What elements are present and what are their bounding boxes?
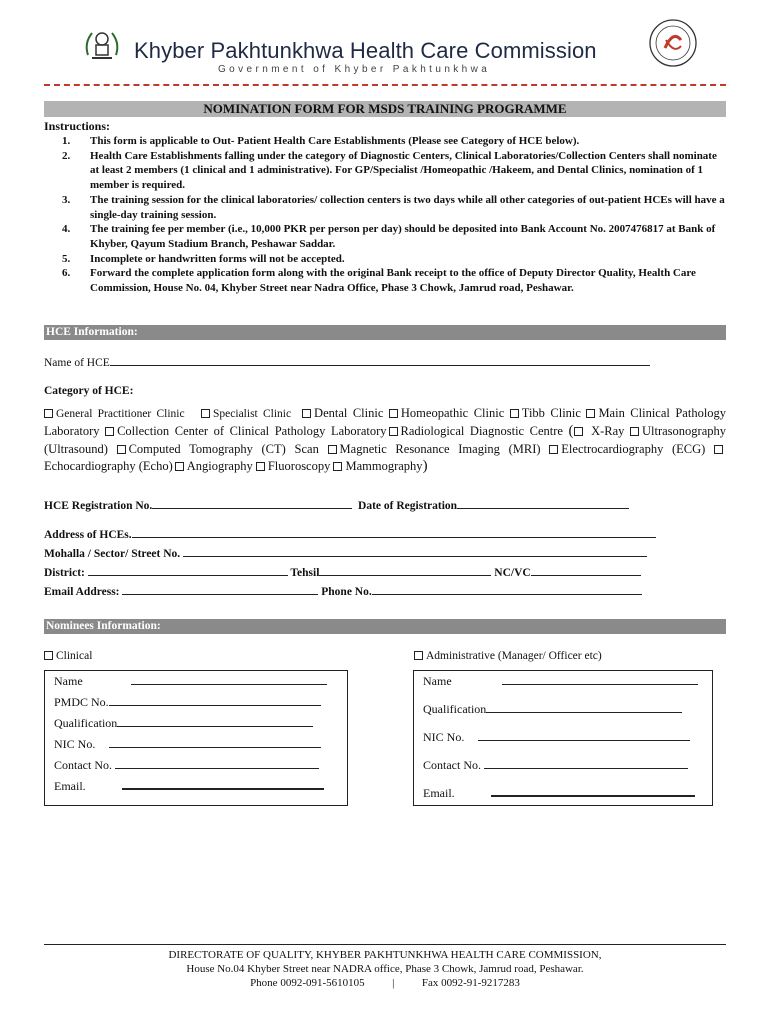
instruction-item bbox=[62, 222, 726, 251]
fluoroscopy-checkbox[interactable] bbox=[256, 462, 265, 471]
clinical-email-label: Email. bbox=[54, 779, 86, 793]
instruction-item bbox=[62, 252, 726, 267]
angiography-checkbox[interactable] bbox=[175, 462, 184, 471]
admin-contact-row bbox=[423, 758, 688, 773]
instruction-number: 4. bbox=[62, 223, 71, 236]
ct-checkbox[interactable] bbox=[117, 445, 126, 454]
dental-label: Dental Clinic bbox=[314, 406, 384, 420]
admin-name-field[interactable] bbox=[502, 674, 698, 685]
echo-checkbox[interactable] bbox=[714, 445, 723, 454]
instruction-text: This form is applicable to Out- Patient Health Care Establishments (Please see Category of HCE below). bbox=[90, 135, 580, 147]
clinical-pmdc-field[interactable] bbox=[109, 695, 321, 706]
radiological-checkbox[interactable] bbox=[389, 427, 398, 436]
clinical-name-label: Name bbox=[54, 674, 83, 688]
admin-email-field[interactable] bbox=[491, 786, 695, 797]
collection-center-checkbox[interactable] bbox=[105, 427, 114, 436]
instruction-text: Incomplete or handwritten forms will not be accepted. bbox=[90, 252, 345, 265]
instruction-item bbox=[62, 193, 726, 222]
commission-title: Khyber Pakhtunkhwa Health Care Commission bbox=[134, 38, 597, 63]
tehsil-field[interactable] bbox=[319, 565, 491, 576]
mammography-checkbox[interactable] bbox=[333, 462, 342, 471]
admin-email-row bbox=[423, 786, 695, 801]
admin-email-label: Email. bbox=[423, 786, 455, 800]
clinical-option[interactable] bbox=[44, 650, 92, 662]
instructions-heading: Instructions: bbox=[44, 119, 111, 133]
district-row bbox=[44, 565, 641, 579]
homeopathic-checkbox[interactable] bbox=[389, 409, 398, 418]
footer-fax: Fax 0092-91-9217283 bbox=[421, 977, 520, 989]
clinical-nic-row bbox=[54, 737, 321, 752]
clinical-pmdc-label: PMDC No. bbox=[54, 695, 109, 709]
clinical-qualification-label: Qualification bbox=[54, 716, 118, 730]
echo-label: Echocardiography (Echo) bbox=[44, 458, 173, 473]
clinical-checkbox[interactable] bbox=[44, 651, 53, 660]
clinical-label: Clinical bbox=[56, 650, 93, 662]
administrative-nominee-box bbox=[413, 670, 713, 806]
collection-center-label: Collection Center of Clinical Pathology Laboratory bbox=[117, 424, 387, 439]
instruction-item bbox=[62, 266, 726, 295]
gp-checkbox[interactable] bbox=[44, 409, 53, 418]
district-field[interactable] bbox=[88, 565, 288, 576]
instruction-number: 2. bbox=[62, 149, 71, 162]
tehsil-label: Tehsil bbox=[290, 567, 320, 579]
instruction-number: 6. bbox=[62, 267, 71, 280]
clinical-name-field[interactable] bbox=[131, 674, 327, 685]
administrative-option[interactable] bbox=[414, 650, 602, 662]
administrative-checkbox[interactable] bbox=[414, 651, 423, 660]
instructions-list bbox=[62, 134, 726, 296]
mri-checkbox[interactable] bbox=[328, 445, 337, 454]
registration-row bbox=[44, 498, 629, 512]
admin-nic-label: NIC No. bbox=[423, 730, 465, 744]
category-options: General Practitioner Clinic Specialist Clinic Dental Clinic Homeopathic Clinic Tibb Clinic Main Clinical Pathology Laboratory Collection Center of Clinical Pathology Laboratory Radiological Diagnostic Centre ( X-Ray Ultrasonography (Ultrasound) Computed Tomography (CT) Scan Magnetic Resonance Imaging (MRI) Electrocardiography (ECG) Echocardiography (Echo) Angiography Fluoroscopy Mammography) bbox=[44, 406, 727, 474]
admin-qualification-row bbox=[423, 702, 682, 717]
clinical-nominee-box bbox=[44, 670, 348, 806]
registration-date-label: Date of Registration bbox=[358, 500, 458, 512]
mohalla-label: Mohalla / Sector/ Street No. bbox=[44, 548, 181, 560]
contact-row bbox=[44, 584, 642, 598]
phone-field[interactable] bbox=[372, 584, 642, 595]
hce-section-header: HCE Information: bbox=[44, 325, 726, 340]
footer-divider bbox=[44, 944, 726, 945]
ultrasound-label: Ultrasonography (Ultrasound) bbox=[44, 424, 726, 456]
clinical-contact-label: Contact No. bbox=[54, 758, 112, 772]
tibb-checkbox[interactable] bbox=[510, 409, 519, 418]
ultrasound-checkbox[interactable] bbox=[630, 427, 639, 436]
specialist-label: Specialist Clinic bbox=[213, 408, 292, 420]
kp-government-emblem-icon bbox=[82, 25, 122, 63]
ncvc-label: NC/VC bbox=[494, 567, 531, 579]
admin-nic-field[interactable] bbox=[478, 730, 690, 741]
footer-contact bbox=[44, 976, 726, 990]
admin-contact-label: Contact No. bbox=[423, 758, 481, 772]
footer-phone: Phone 0092-091-5610105 bbox=[250, 977, 365, 989]
hce-name-field[interactable] bbox=[110, 355, 650, 366]
clinical-nic-label: NIC No. bbox=[54, 737, 96, 751]
registration-no-label: HCE Registration No. bbox=[44, 500, 153, 512]
footer-address: House No.04 Khyber Street near NADRA office, Phase 3 Chowk, Jamrud road, Peshawar. bbox=[186, 963, 584, 975]
ncvc-field[interactable] bbox=[531, 565, 641, 576]
mohalla-row bbox=[44, 546, 647, 560]
instruction-item bbox=[62, 134, 726, 149]
clinical-email-field[interactable] bbox=[122, 779, 324, 790]
commission-seal-icon bbox=[648, 18, 698, 68]
specialist-checkbox[interactable] bbox=[201, 409, 210, 418]
admin-qualification-label: Qualification bbox=[423, 702, 487, 716]
clinical-qualification-field[interactable] bbox=[117, 716, 313, 727]
administrative-label: Administrative (Manager/ Officer etc) bbox=[426, 650, 602, 662]
address-label: Address of HCEs. bbox=[44, 529, 132, 541]
mohalla-field[interactable] bbox=[183, 546, 647, 557]
footer bbox=[44, 948, 726, 990]
hce-name-label: Name of HCE bbox=[44, 357, 110, 369]
hce-name-row bbox=[44, 355, 650, 369]
clinical-contact-field[interactable] bbox=[115, 758, 319, 769]
admin-name-row bbox=[423, 674, 698, 689]
district-label: District: bbox=[44, 567, 85, 579]
admin-qualification-field[interactable] bbox=[486, 702, 682, 713]
mammography-label: Mammography bbox=[345, 458, 423, 473]
ct-label: Computed Tomography (CT) Scan bbox=[128, 441, 319, 456]
instruction-text: Forward the complete application form along with the original Bank receipt to the office of Deputy Director Quality, Health Care Commission, House No. 04, Khyber Street near Nadra Office, Phase 3 Chowk, Jamrud road, Peshawar. bbox=[90, 267, 696, 295]
letterhead bbox=[0, 0, 770, 95]
homeopathic-label: Homeopathic Clinic bbox=[400, 406, 505, 420]
main-lab-checkbox[interactable] bbox=[586, 409, 595, 418]
main-lab-label: Main Clinical Pathology Laboratory bbox=[44, 406, 727, 439]
clinical-name-row bbox=[54, 674, 327, 689]
email-field[interactable] bbox=[122, 584, 318, 595]
fluoroscopy-label: Fluoroscopy bbox=[267, 458, 331, 473]
ecg-checkbox[interactable] bbox=[549, 445, 558, 454]
xray-checkbox[interactable] bbox=[574, 427, 583, 436]
category-label: Category of HCE: bbox=[44, 385, 134, 397]
instruction-text: The training fee per member (i.e., 10,000 PKR per person per day) should be deposited into Bank Account No. 2007476817 at Bank of Khyber, Qayum Stadium Branch, Peshawar Saddar. bbox=[90, 223, 716, 250]
email-label: Email Address: bbox=[44, 586, 120, 598]
admin-nic-row bbox=[423, 730, 690, 745]
xray-label: X-Ray bbox=[591, 424, 625, 439]
admin-contact-field[interactable] bbox=[484, 758, 688, 769]
nominees-section-header: Nominees Information: bbox=[44, 619, 726, 634]
instruction-number: 3. bbox=[62, 193, 71, 206]
radiological-label: Radiological Diagnostic Centre bbox=[400, 424, 563, 439]
address-field[interactable] bbox=[132, 527, 656, 538]
instruction-text: Health Care Establishments falling under the category of Diagnostic Centers, Clinical Laboratories/Collection Centers shall nominate at least 2 members (1 clinical and 1 administrative). For GP/Specialist /Homeopathic /Hakeem, and Dental Clinics, nomination of 1 member is required. bbox=[90, 149, 717, 192]
instruction-number: 5. bbox=[62, 252, 71, 265]
clinical-email-row bbox=[54, 779, 324, 794]
clinical-pmdc-row bbox=[54, 695, 321, 710]
registration-no-field[interactable] bbox=[152, 498, 352, 509]
footer-directorate: DIRECTORATE OF QUALITY, KHYBER PAKHTUNKHWA HEALTH CARE COMMISSION, bbox=[168, 949, 602, 961]
dental-checkbox[interactable] bbox=[302, 409, 311, 418]
registration-date-field[interactable] bbox=[457, 498, 629, 509]
address-row bbox=[44, 527, 656, 541]
gp-label: General Practitioner Clinic bbox=[56, 408, 185, 420]
header-divider bbox=[44, 84, 726, 86]
form-title: NOMINATION FORM FOR MSDS TRAINING PROGRAMME bbox=[44, 101, 726, 117]
clinical-nic-field[interactable] bbox=[109, 737, 321, 748]
clinical-qualification-row bbox=[54, 716, 313, 731]
phone-label: Phone No. bbox=[321, 586, 372, 598]
footer-separator: | bbox=[392, 977, 395, 989]
clinical-contact-row bbox=[54, 758, 319, 773]
ecg-label: Electrocardiography (ECG) bbox=[561, 441, 706, 456]
instruction-text: The training session for the clinical laboratories/ collection centers is two days while all other categories of out-patient HCEs will have a single-day training session. bbox=[90, 193, 725, 221]
instruction-number: 1. bbox=[62, 135, 71, 147]
tibb-label: Tibb Clinic bbox=[521, 406, 581, 420]
angiography-label: Angiography bbox=[186, 458, 253, 473]
government-subtitle: Government of Khyber Pakhtunkhwa bbox=[218, 64, 491, 75]
instruction-item bbox=[62, 149, 726, 193]
admin-name-label: Name bbox=[423, 674, 452, 688]
mri-label: Magnetic Resonance Imaging (MRI) bbox=[339, 441, 541, 456]
